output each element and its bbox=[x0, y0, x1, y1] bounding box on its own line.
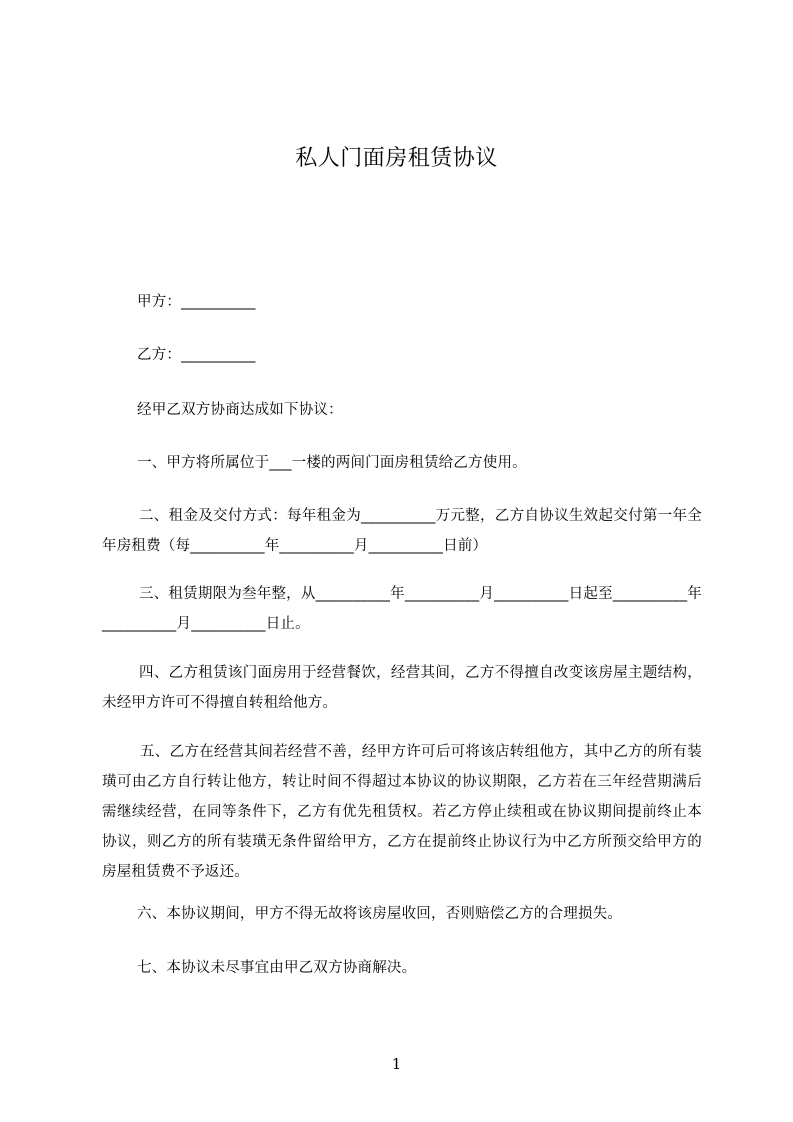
clause-6: 六、本协议期间，甲方不得无故将该房屋收回，否则赔偿乙方的合理损失。 bbox=[137, 906, 623, 922]
party-b-line: 乙方：__________ bbox=[137, 347, 256, 363]
document-title: 私人门面房租赁协议 bbox=[295, 146, 498, 171]
clause-5: 五、乙方在经营其间若经营不善，经甲方许可后可将该店转组他方，其中乙方的所有装璜可由乙方自行转让他方，转让时间不得超过本协议的协议期限，乙方若在三年经营期满后需继续经营，在同等条件下，乙方有优先租赁权。若乙方停止续租或在协议期间提前终止本协议，则乙方的所有装璜无条件留给甲方，乙方在提前终止协议行为中乙方所预交给甲方的房屋租赁费不予返还。 bbox=[102, 744, 702, 880]
party-a-line: 甲方：__________ bbox=[137, 294, 256, 310]
page-number: 1 bbox=[391, 1055, 402, 1073]
clause-7: 七、本协议未尽事宜由甲乙双方协商解决。 bbox=[137, 960, 417, 976]
clause-1: 一、甲方将所属位于___一楼的两间门面房租赁给乙方使用。 bbox=[137, 455, 527, 471]
clause-2: 二、租金及交付方式：每年租金为__________万元整，乙方自协议生效起交付第一年全年房租费（每__________年__________月__________日前） bbox=[102, 508, 702, 554]
clause-4: 四、乙方租赁该门面房用于经营餐饮，经营其间，乙方不得擅自改变该房屋主题结构，未经甲方许可不得擅自转租给他方。 bbox=[102, 665, 702, 711]
preamble: 经甲乙双方协商达成如下协议： bbox=[137, 402, 343, 418]
clause-3: 三、租赁期限为叁年整，从__________年__________月__________日起至__________年__________月__________日止。 bbox=[102, 586, 702, 632]
